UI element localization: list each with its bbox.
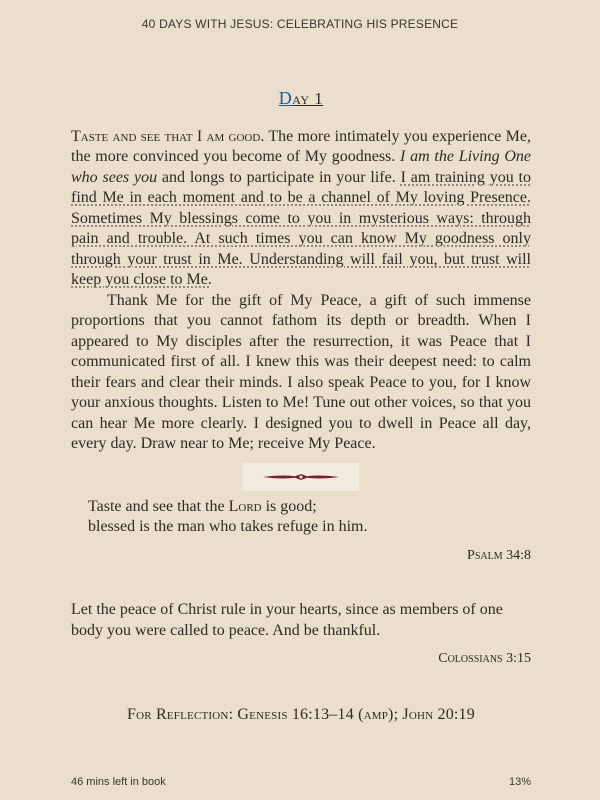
time-left-label: 46 mins left in book <box>71 776 166 788</box>
highlighted-passage[interactable]: I am training you to find Me in each moment and to be a channel of My loving Presence. Sometimes My blessings come to you in mysterious ways: through pain and trouble. At such times you can know My goodness only through your trust in Me. Understanding will fail you, but trust will keep you close to Me. <box>71 168 531 288</box>
quote-line-1: Taste and see that the Lord is good; <box>88 497 317 515</box>
scripture-quote-psalm <box>71 497 531 538</box>
day-title[interactable] <box>71 88 531 110</box>
reading-progress-footer <box>71 776 531 788</box>
day-title-initial[interactable]: D <box>278 88 293 108</box>
quote-line-2: blessed is the man who takes refuge in him. <box>88 518 368 535</box>
scripture-reference-psalm[interactable]: Psalm 34:8 <box>467 547 531 563</box>
scripture-quote-colossians: Let the peace of Christ rule in your hearts, since as members of one body you were called to peace. And be thankful. <box>71 601 503 639</box>
devotional-paragraph-1 <box>71 127 531 291</box>
page-content <box>71 88 531 725</box>
book-title-header: 40 DAYS WITH JESUS: CELEBRATING HIS PRESENCE <box>141 17 459 31</box>
lord-word: Lord <box>228 497 262 515</box>
para1-text-1: The more intimately you experience Me, the more convinced you become of My goodness. <box>71 127 531 165</box>
para1-text-2: and longs to participate in your life. <box>157 168 401 186</box>
lead-phrase: Taste and see that I am good. <box>71 127 265 145</box>
reflection-references[interactable]: For Reflection: Genesis 16:13–14 (amp); John 20:19 <box>127 705 475 723</box>
para1-italic: I am the Living One who sees you <box>71 148 532 186</box>
ornament-divider-icon <box>243 463 359 491</box>
day-title-rest[interactable]: ay 1 <box>292 89 324 108</box>
scripture-reference-colossians[interactable]: Colossians 3:15 <box>438 651 531 666</box>
devotional-paragraph-2: Thank Me for the gift of My Peace, a gift of such immense proportions that you cannot fathom its depth or breadth. When I appeared to My disciples after the resurrection, it was Peace that I communicated first of all. I knew this was their deepest need: to calm their fears and clear their minds. I also speak Peace to you, for I know your anxious thoughts. Listen to Me! Tune out other voices, so that you can hear Me more clearly. I designed you to dwell in Peace all day, every day. Draw near to Me; receive My Peace. <box>71 291 531 452</box>
progress-percent: 13% <box>508 776 531 788</box>
